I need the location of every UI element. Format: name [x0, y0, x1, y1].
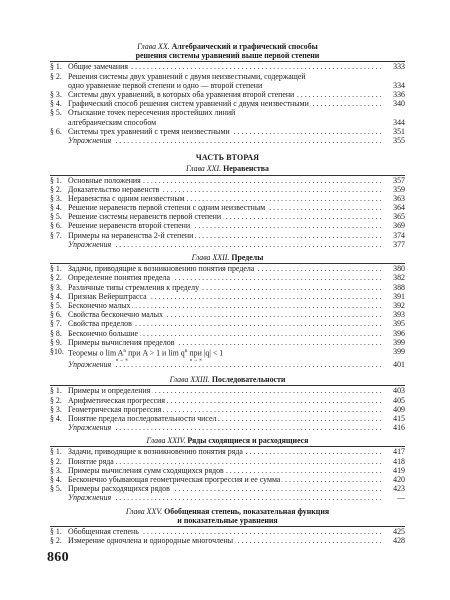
- section-title: Примеры и определения: [68, 386, 151, 396]
- section-number: § 7.: [50, 230, 62, 240]
- section-title: Арифметическая прогрессия: [68, 395, 165, 405]
- page-ref: 364: [393, 203, 405, 213]
- toc-entry[interactable]: [50, 527, 405, 536]
- section-title: Решения системы двух уравнений с двумя неизвестными, содержащей: [68, 71, 306, 81]
- page-ref: 392: [393, 301, 405, 310]
- page-ref: 377: [393, 239, 405, 249]
- page-ref: 333: [393, 62, 405, 72]
- toc-entry[interactable]: [50, 176, 405, 185]
- page-ref: 399: [393, 337, 405, 347]
- section-title: Задачи, приводящие к возникновению понятия ряда: [68, 447, 243, 457]
- chapter-title: Алгебраический и графический способы: [171, 42, 318, 51]
- exercises-title: Упражнения: [68, 135, 112, 145]
- chapter-25-heading: [50, 507, 405, 525]
- page-ref: 416: [393, 423, 405, 433]
- toc-exercises[interactable]: [50, 493, 405, 502]
- toc-entry[interactable]: [50, 185, 405, 194]
- page-ref: 403: [393, 386, 405, 396]
- page-ref: 399: [393, 346, 405, 356]
- page-ref: 351: [393, 126, 405, 136]
- toc-entry[interactable]: [50, 457, 405, 466]
- section-number: § 1.: [50, 386, 62, 396]
- chapter-title: Пределы: [231, 253, 264, 263]
- toc-entry[interactable]: [50, 386, 405, 395]
- page-ref: 365: [393, 212, 405, 222]
- section-number: §10.: [50, 346, 64, 356]
- section-title: Различные типы стремления к пределу: [68, 282, 200, 292]
- section-title: Свойства бесконечно малых: [68, 310, 163, 320]
- section-number: § 5.: [50, 301, 62, 310]
- section-title-line2: одно уравнение первой степени и одно — второй степени: [68, 80, 263, 90]
- section-title: Бесконечно малых: [68, 301, 131, 310]
- section-title: Решение неравенств первой степени с одним неизвестным: [68, 203, 266, 213]
- toc-entry[interactable]: [50, 414, 405, 423]
- section-number: § 9.: [50, 337, 62, 347]
- section-title: Бесконечно убывающая геометрическая прогрессия и ее сумма: [68, 475, 281, 485]
- section-title: Отыскание точек пересечения простейших линий: [68, 108, 236, 118]
- toc-exercises[interactable]: [50, 136, 405, 145]
- toc-entry[interactable]: [50, 108, 405, 126]
- toc-entry[interactable]: [50, 273, 405, 282]
- section-title: Основные положения: [68, 175, 141, 185]
- section-title: Доказательство неравенств: [68, 184, 160, 194]
- toc-entry[interactable]: [50, 447, 405, 456]
- section-number: § 2.: [50, 184, 62, 194]
- toc-entry[interactable]: [50, 292, 405, 301]
- section-title: Бесконечно большие: [68, 328, 138, 338]
- chapter-title: Обобщенная степень, показательная функция: [164, 506, 330, 516]
- section-title: Примеры вычисления пределов: [68, 337, 175, 347]
- section-title: Системы трех уравнений с тремя неизвестными: [68, 126, 230, 136]
- section-number: § 3.: [50, 282, 62, 292]
- toc-entry[interactable]: [50, 301, 405, 310]
- section-title: Решение системы неравенств первой степени: [68, 212, 222, 222]
- section-number: § 4.: [50, 413, 62, 423]
- section-number: § 6.: [50, 126, 62, 136]
- toc-entry[interactable]: [50, 222, 405, 231]
- page-ref: 374: [393, 230, 405, 240]
- toc-exercises[interactable]: [50, 240, 405, 249]
- section-number: § 4.: [50, 99, 62, 109]
- section-number: § 1.: [50, 264, 62, 274]
- section-number: § 2.: [50, 395, 62, 405]
- page-ref: 395: [393, 319, 405, 329]
- section-title: Примеры вычисления сумм сходящихся рядов: [68, 465, 224, 475]
- toc-entry[interactable]: [50, 347, 405, 360]
- section-title: Системы двух уравнений, в которых оба уравнения второй степени: [68, 89, 295, 99]
- toc-entry[interactable]: [50, 90, 405, 99]
- section-title-line2: алгебраическим способом: [68, 117, 157, 127]
- toc-entry[interactable]: [50, 484, 405, 493]
- part-heading: ЧАСТЬ ВТОРАЯ: [195, 153, 260, 163]
- toc-entry[interactable]: [50, 475, 405, 484]
- section-title: Решение неравенств второй степени: [68, 221, 191, 231]
- section-number: § 2.: [50, 536, 62, 546]
- section-number: § 3.: [50, 404, 62, 414]
- toc-entry[interactable]: [50, 194, 405, 203]
- page-ref: 423: [393, 484, 405, 494]
- page-ref: 409: [393, 404, 405, 414]
- chapter-23-heading: [50, 375, 405, 384]
- chapter-title-line2: и показательные уравнения: [177, 515, 278, 525]
- section-number: § 1.: [50, 62, 62, 72]
- page-ref: 425: [393, 527, 405, 536]
- section-title: Примеры расходящихся рядов: [68, 484, 170, 494]
- table-of-contents: [50, 40, 405, 545]
- page-ref: 418: [393, 456, 405, 466]
- section-number: § 4.: [50, 291, 62, 301]
- toc-entry[interactable]: [50, 212, 405, 221]
- section-title: Геометрическая прогрессия: [68, 404, 162, 414]
- section-title: Обобщенная степень: [68, 527, 139, 536]
- toc-entry[interactable]: [50, 466, 405, 475]
- section-number: § 8.: [50, 328, 62, 338]
- section-number: § 6.: [50, 221, 62, 231]
- section-number: § 1.: [50, 447, 62, 457]
- page-ref: 357: [393, 175, 405, 185]
- section-number: § 3.: [50, 89, 62, 99]
- page-ref: 419: [393, 465, 405, 475]
- limit-subscripts: n → ∞ n → ∞: [116, 356, 203, 362]
- section-number: § 4.: [50, 203, 62, 213]
- toc-entry[interactable]: [50, 319, 405, 328]
- section-number: § 6.: [50, 310, 62, 320]
- chapter-label: Глава XXIV.: [146, 436, 186, 446]
- page-ref: 336: [393, 89, 405, 99]
- toc-entry[interactable]: [50, 264, 405, 273]
- chapter-label: Глава XXV.: [125, 506, 163, 516]
- chapter-22-heading: [50, 253, 405, 262]
- toc-exercises[interactable]: [50, 423, 405, 432]
- page-ref: 420: [393, 475, 405, 485]
- page-ref: 393: [393, 310, 405, 320]
- section-title: Понятие предела последовательности чисел: [68, 413, 217, 423]
- toc-entry[interactable]: [50, 203, 405, 212]
- section-title: Свойства пределов: [68, 319, 132, 329]
- section-number: § 7.: [50, 319, 62, 329]
- section-title: Примеры на неравенства 2-й степени: [68, 230, 194, 240]
- section-number: § 5.: [50, 484, 62, 494]
- chapter-title: Последовательности: [211, 375, 286, 385]
- page-number: 860: [47, 550, 69, 565]
- exercises-title: Упражнения: [68, 239, 112, 249]
- toc-entry[interactable]: [50, 396, 405, 405]
- chapter-label: Глава XXII.: [191, 253, 230, 263]
- section-number: § 2.: [50, 273, 62, 283]
- toc-entry[interactable]: [50, 72, 405, 90]
- section-title: Общие замечания: [68, 62, 128, 72]
- page-ref: 344: [393, 117, 405, 127]
- section-title: Определение понятия предела: [68, 273, 170, 283]
- page-ref: 401: [393, 359, 405, 369]
- chapter-title-line2: решения системы уравнений выше первой степени: [135, 51, 320, 61]
- section-title: Графический способ решения систем уравнений с двумя неизвестными: [68, 99, 309, 109]
- chapter-24-heading: [50, 436, 405, 445]
- section-title: Понятие ряда: [68, 456, 114, 466]
- toc-entry[interactable]: [50, 99, 405, 108]
- page-ref: 428: [393, 536, 405, 546]
- toc-entry[interactable]: [50, 283, 405, 292]
- section-title: Теоремы о $\lim A^n$ при A > 1 и $\lim q^n$ при |q| < 1: [68, 347, 224, 358]
- page-ref: 380: [393, 264, 405, 274]
- toc-entry[interactable]: [50, 231, 405, 240]
- page-ref: 415: [393, 413, 405, 423]
- page-ref: 334: [393, 80, 405, 90]
- toc-entry[interactable]: [50, 329, 405, 338]
- page-ref: 388: [393, 282, 405, 292]
- page-ref: 405: [393, 395, 405, 405]
- toc-entry[interactable]: [50, 536, 405, 545]
- section-title: Измерение одночлена и однородные многочлены: [68, 536, 234, 546]
- chapter-label: Глава XXIII.: [169, 375, 210, 385]
- page-ref: 355: [393, 135, 405, 145]
- chapter-label: Глава XX.: [137, 42, 170, 51]
- toc-entry[interactable]: [50, 338, 405, 347]
- section-number: § 1.: [50, 527, 62, 536]
- exercises-title: Упражнения: [68, 423, 112, 433]
- section-number: § 1.: [50, 175, 62, 185]
- chapter-title: Ряды сходящиеся и расходящиеся: [187, 436, 309, 446]
- chapter-20-heading: [50, 42, 405, 60]
- exercises-title: Упражнения: [68, 493, 112, 503]
- page-ref: 369: [393, 221, 405, 231]
- page-ref: 382: [393, 273, 405, 283]
- section-number: § 2.: [50, 71, 62, 81]
- section-number: § 5.: [50, 212, 62, 222]
- page-ref: 417: [393, 447, 405, 457]
- toc-entry[interactable]: [50, 127, 405, 136]
- section-title: Задачи, приводящие к возникновению понятия предела: [68, 264, 255, 274]
- page-ref: 363: [393, 193, 405, 203]
- page-ref: 396: [393, 328, 405, 338]
- section-number: § 2.: [50, 456, 62, 466]
- section-number: § 3.: [50, 465, 62, 475]
- chapter-21-heading: [50, 164, 405, 173]
- section-title: Неравенства с одним неизвестным: [68, 193, 185, 203]
- section-number: § 3.: [50, 193, 62, 203]
- chapter-title: Неравенства: [223, 164, 269, 174]
- page-ref: —: [397, 493, 405, 503]
- toc-entry[interactable]: [50, 405, 405, 414]
- exercises-title: Упражнения: [68, 359, 112, 369]
- toc-entry[interactable]: [50, 62, 405, 71]
- page-ref: 359: [393, 184, 405, 194]
- toc-entry[interactable]: [50, 310, 405, 319]
- section-title: Признак Вейерштрасса: [68, 291, 147, 301]
- page-ref: 391: [393, 291, 405, 301]
- section-number: § 4.: [50, 475, 62, 485]
- page-ref: 340: [393, 99, 405, 109]
- chapter-label: Глава XXI.: [186, 164, 222, 174]
- section-number: § 5.: [50, 108, 62, 118]
